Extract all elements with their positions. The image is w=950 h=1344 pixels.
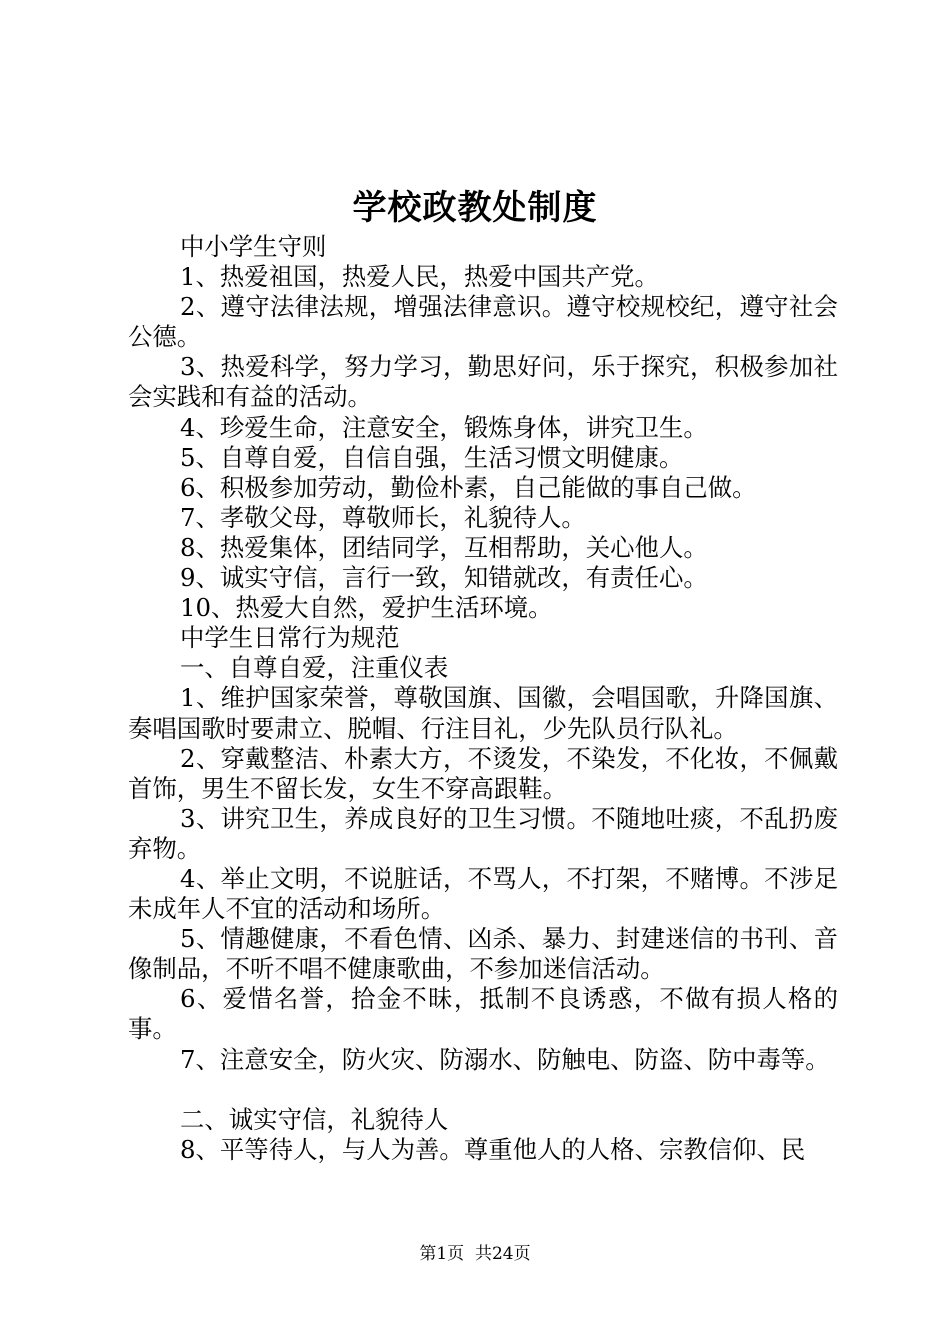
paragraph: 1、热爱祖国，热爱人民，热爱中国共产党。 xyxy=(180,262,659,292)
paragraph: 7、孝敬父母，尊敬师长，礼貌待人。 xyxy=(180,502,586,532)
section-heading: 中小学生守则 xyxy=(180,232,327,261)
blank-line xyxy=(128,1075,838,1105)
paragraph: 8、平等待人，与人为善。尊重他人的人格、宗教信仰、民 xyxy=(180,1134,806,1164)
paragraph: 3、热爱科学，努力学习，勤思好问，乐于探究，积极参加社会实践和有益的活动。 xyxy=(128,352,838,412)
paragraph: 5、自尊自爱，自信自强，生活习惯文明健康。 xyxy=(180,442,684,472)
paragraph: 3、讲究卫生，养成良好的卫生习惯。不随地吐痰，不乱扔废弃物。 xyxy=(128,803,838,863)
paragraph: 8、热爱集体，团结同学，互相帮助，关心他人。 xyxy=(180,532,708,562)
paragraph: 9、诚实守信，言行一致，知错就改，有责任心。 xyxy=(180,563,708,593)
paragraph: 10、热爱大自然，爱护生活环境。 xyxy=(180,593,553,623)
paragraph: 7、注意安全，防火灾、防溺水、防触电、防盗、防中毒等。 xyxy=(180,1044,830,1074)
paragraph: 2、遵守法律法规，增强法律意识。遵守校规校纪，遵守社会公德。 xyxy=(128,292,838,352)
subsection-heading: 一、自尊自爱，注重仪表 xyxy=(180,653,449,683)
paragraph: 2、穿戴整洁、朴素大方，不烫发，不染发，不化妆，不佩戴首饰，男生不留长发，女生不穿高跟鞋。 xyxy=(128,743,838,803)
paragraph: 4、珍爱生命，注意安全，锻炼身体，讲究卫生。 xyxy=(180,412,708,442)
paragraph: 4、举止文明，不说脏话，不骂人，不打架，不赌博。不涉足未成年人不宜的活动和场所。 xyxy=(128,863,838,924)
paragraph: 6、爱惜名誉，拾金不昧，抵制不良诱惑，不做有损人格的事。 xyxy=(128,984,838,1044)
paragraph: 5、情趣健康，不看色情、凶杀、暴力、封建迷信的书刊、音像制品，不听不唱不健康歌曲，不参加迷信活动。 xyxy=(128,924,838,984)
document-body xyxy=(128,232,838,1165)
paragraph: 6、积极参加劳动，勤俭朴素，自己能做的事自己做。 xyxy=(180,472,757,502)
document-title: 学校政教处制度 xyxy=(352,188,598,228)
paragraph: 1、维护国家荣誉，尊敬国旗、国徽，会唱国歌，升降国旗、奏唱国歌时要肃立、脱帽、行注目礼，少先队员行队礼。 xyxy=(128,683,838,743)
subsection-heading: 二、诚实守信，礼貌待人 xyxy=(180,1104,449,1134)
page-footer: 第1页 共24页 xyxy=(419,1244,531,1264)
section-heading: 中学生日常行为规范 xyxy=(180,623,400,653)
